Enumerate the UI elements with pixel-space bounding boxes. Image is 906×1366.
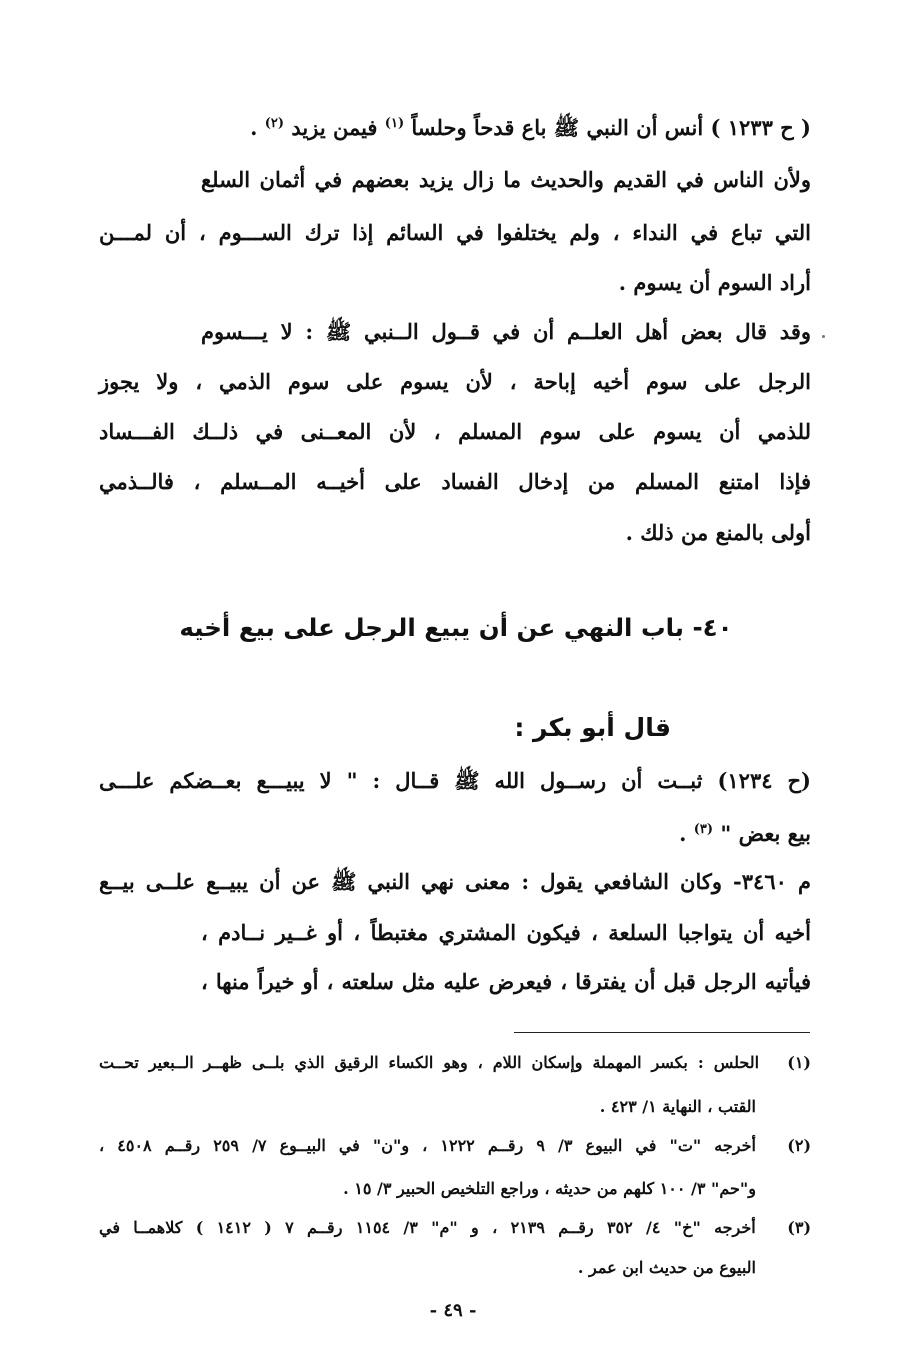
section-subheading: قال أبو بكر : xyxy=(514,713,671,742)
footnote-2-number: (٢) xyxy=(787,1136,812,1155)
footnote-2-text: أخرجه "ت" في البيوع ٣/ ٩ رقــم ١٢٢٢ ، و"ن" في البيــوع ٧/ ٢٥٩ رقــم ٤٥٠٨ ، xyxy=(99,1136,756,1155)
paragraph-2-line-3: للذمي أن يسوم على سوم المسلم ، لأن المعــنى في ذلــك الفـــساد xyxy=(99,419,811,444)
paragraph-2-line-1: وقد قال بعض أهل العلــم أن في قــول الــنبي ﷺ : لا يـــسوم xyxy=(201,319,811,344)
paragraph-2-line-5: أولى بالمنع من ذلك . xyxy=(625,520,811,545)
paragraph-2-line-2: الرجل على سوم أخيه إباحة ، لأن يسوم على سوم الذمي ، ولا يجوز xyxy=(99,369,811,394)
footnote-separator xyxy=(514,1032,810,1033)
chapter-heading: ٤٠- باب النهي عن أن يبيع الرجل على بيع أخيه xyxy=(179,613,733,642)
hadith-1234-period: . xyxy=(679,821,687,846)
footnote-ref-2[interactable]: (٢) xyxy=(264,116,285,131)
paragraph-1-line-2: التي تباع في النداء ، ولم يختلفوا في السائم إذا ترك الســـوم ، أن لمـــن xyxy=(99,220,811,245)
footnote-1-line-1 xyxy=(99,1048,811,1078)
paragraph-1-line-1: ولأن الناس في القديم والحديث ما زال يزيد بعضهم في أثمان السلع xyxy=(201,167,811,192)
footnote-3-text: أخرجه "خ" ٤/ ٣٥٢ رقــم ٢١٣٩ ، و "م" ٣/ ١١٥٤ رقــم ٧ ( ١٤١٢ ) كلاهمــا في xyxy=(99,1218,756,1237)
margin-dot xyxy=(822,335,825,338)
hadith-1233-line xyxy=(99,104,811,148)
footnote-ref-1[interactable]: (١) xyxy=(384,116,405,131)
paragraph-3-line-2: أخيه أن يتواجبا السلعة ، فيكون المشتري مغتبطاً ، أو غــير نــادم ، xyxy=(201,920,811,945)
hadith-1234-line-2 xyxy=(99,810,811,854)
footnote-2-line-1 xyxy=(99,1131,811,1161)
paragraph-1-line-3: أراد السوم أن يسوم . xyxy=(618,270,811,295)
footnote-3-number: (٣) xyxy=(787,1218,812,1237)
page-number: - ٤٩ - xyxy=(429,1300,477,1321)
paragraph-3-line-3: فيأتيه الرجل قبل أن يفترقا ، فيعرض عليه مثل سلعته ، أو خيراً منها ، xyxy=(201,969,811,994)
hadith-1234-text: بيع بعض " xyxy=(720,821,811,846)
hadith-1233-period: . xyxy=(250,115,258,140)
paragraph-3-line-1: م ٣٤٦٠- وكان الشافعي يقول : معنى نهي النبي ﷺ عن أن يبيــع علــى بيــع xyxy=(99,869,811,894)
hadith-1233-text: ( ح ١٢٣٣ ) أنس أن النبي ﷺ باع قدحاً وحلساً xyxy=(411,115,811,140)
hadith-1233-end: فيمن يزيد xyxy=(291,115,378,140)
footnote-1-line-2: القتب ، النهاية ١/ ٤٢٣ . xyxy=(599,1097,756,1116)
hadith-1234-line-1: (ح ١٢٣٤) ثبــت أن رســول الله ﷺ قــال : " لا يبيـــع بعــضكم علـــى xyxy=(99,768,811,793)
footnote-1-number: (١) xyxy=(787,1053,811,1072)
footnote-2-line-2: و"حم" ٣/ ١٠٠ كلهم من حديثه ، وراجع التلخيص الحبير ٣/ ١٥ . xyxy=(343,1179,756,1198)
footnote-3-line-2: البيوع من حديث ابن عمر . xyxy=(577,1258,756,1277)
paragraph-2-line-4: فإذا امتنع المسلم من إدخال الفساد على أخيــه المــسلم ، فالــذمي xyxy=(99,469,811,494)
footnote-3-line-1 xyxy=(99,1213,811,1243)
footnote-1-text: الحلس : بكسر المهملة وإسكان اللام ، وهو الكساء الرقيق الذي بلــى ظهــر الــبعير تحــت xyxy=(99,1053,760,1072)
footnote-ref-3[interactable]: (٣) xyxy=(693,822,714,837)
